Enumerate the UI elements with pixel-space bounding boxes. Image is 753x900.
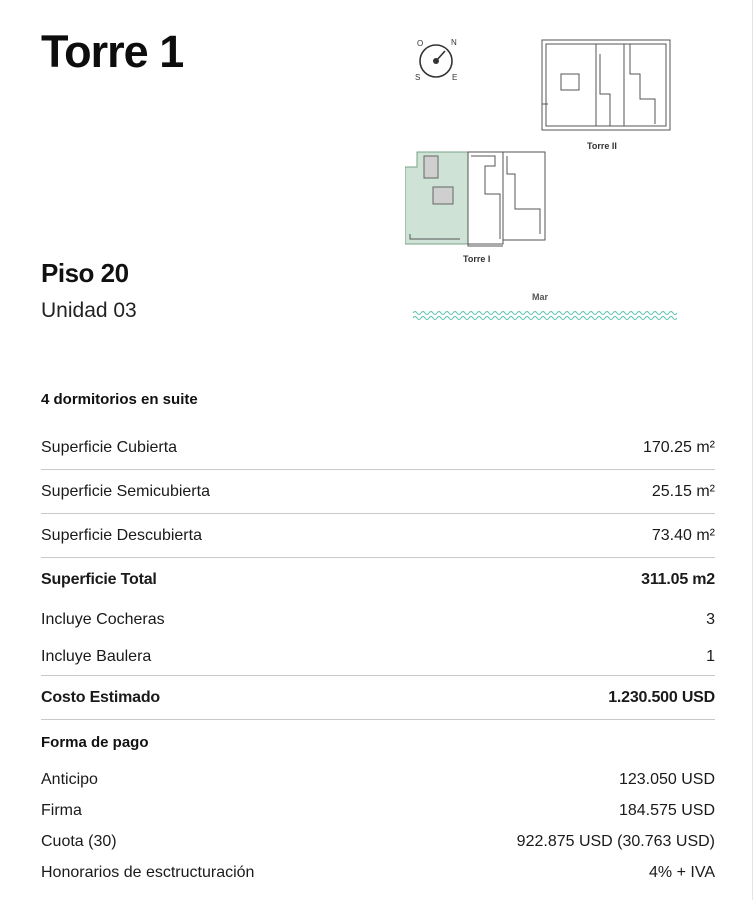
specs-table <box>41 426 715 888</box>
compass-n: N <box>451 38 457 47</box>
spec-value: 25.15 m² <box>651 482 715 500</box>
spec-value: 3 <box>706 610 715 628</box>
spec-row-garages <box>41 601 715 638</box>
spec-label: Incluye Cocheras <box>41 610 165 628</box>
payment-label: Honorarios de esctructuración <box>41 863 255 881</box>
tower-1-footprint <box>405 152 545 246</box>
spec-row-total <box>41 558 715 601</box>
spec-row-estimated-cost <box>41 676 715 720</box>
spec-row-uncovered <box>41 514 715 558</box>
payment-label: Firma <box>41 801 82 819</box>
compass-o: O <box>417 39 424 48</box>
payment-row-signature <box>41 795 715 826</box>
site-plan-map <box>405 34 685 329</box>
spec-value: 1 <box>706 647 715 665</box>
tower-1-label: Torre I <box>463 254 491 264</box>
tower-title: Torre 1 <box>41 26 184 77</box>
payment-label: Anticipo <box>41 770 98 788</box>
spec-row-covered <box>41 426 715 470</box>
spec-label: Superficie Semicubierta <box>41 482 210 500</box>
compass-e: E <box>452 73 458 82</box>
spec-value: 170.25 m² <box>642 438 715 456</box>
spec-label: Superficie Descubierta <box>41 526 202 544</box>
tower-2-footprint <box>542 40 670 130</box>
payment-value: 4% + IVA <box>649 863 715 881</box>
bedrooms-heading: 4 dormitorios en suite <box>41 391 198 408</box>
spec-row-storage <box>41 638 715 676</box>
spec-label: Costo Estimado <box>41 688 160 706</box>
spec-label: Superficie Cubierta <box>41 438 178 456</box>
compass-icon <box>415 38 457 82</box>
unit-title: Unidad 03 <box>41 299 137 322</box>
tower-2-label: Torre II <box>587 141 617 151</box>
payment-value: 123.050 USD <box>618 770 715 788</box>
sea-wave-line <box>413 312 677 315</box>
spec-value: 311.05 m2 <box>641 570 715 588</box>
sea-waves <box>413 312 677 320</box>
floor-title: Piso 20 <box>41 258 129 288</box>
spec-label: Superficie Total <box>41 570 157 588</box>
spec-value: 1.230.500 USD <box>608 688 715 706</box>
payment-row-fees <box>41 857 715 888</box>
payment-label: Cuota (30) <box>41 832 117 850</box>
spec-row-semicovered <box>41 470 715 514</box>
spec-label: Incluye Baulera <box>41 647 152 665</box>
payment-row-advance <box>41 764 715 795</box>
payment-value: 922.875 USD (30.763 USD) <box>516 832 715 850</box>
spec-value: 73.40 m² <box>651 526 715 544</box>
sea-label: Mar <box>532 292 549 302</box>
sea-wave-line <box>413 317 677 320</box>
payment-value: 184.575 USD <box>618 801 715 819</box>
compass-s: S <box>415 73 421 82</box>
payment-row-installments <box>41 826 715 857</box>
payment-heading: Forma de pago <box>41 733 149 751</box>
